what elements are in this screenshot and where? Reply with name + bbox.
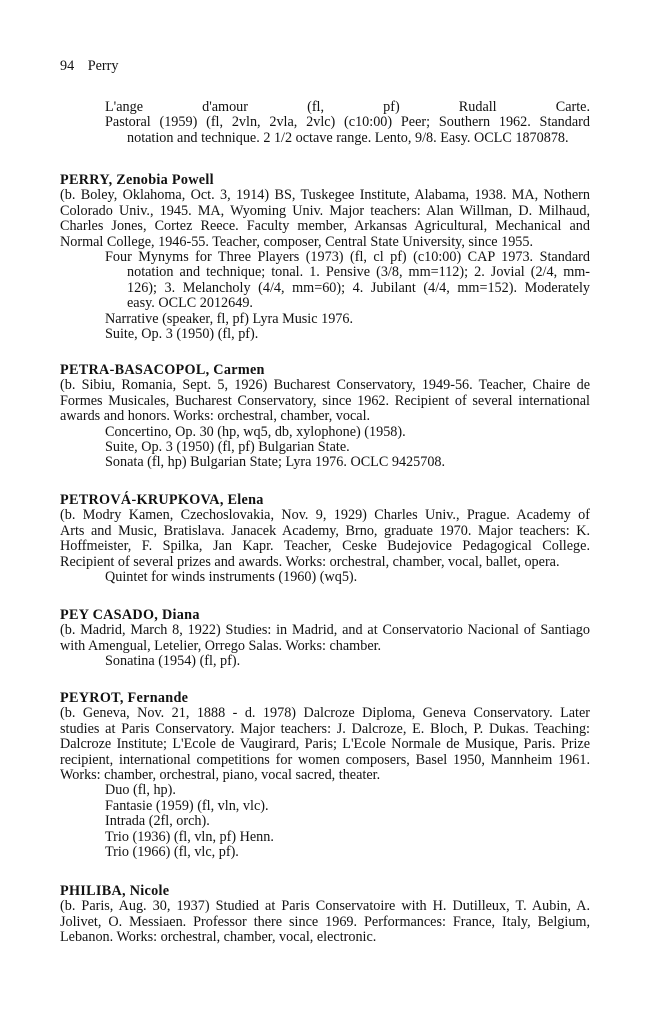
biography-line: (b. Geneva, Nov. 21, 1888 - d. 1978) Dalcroze Diploma, Geneva Conservatory. Later (60, 705, 590, 722)
work-entry-continuation: notation and technique; tonal. 1. Pensive (3/8, mm=112); 2. Jovial (2/4, mm- (127, 264, 590, 281)
biography-line: recipient, international competitions for women composers, Basel 1950, Mannheim 1961. (60, 751, 590, 768)
page-header (60, 59, 118, 74)
biography-line: (b. Sibiu, Romania, Sept. 5, 1926) Bucharest Conservatory, 1949-56. Teacher, Chaire de (60, 377, 590, 394)
biography-line: Arts and Music, Bratislava. Janacek Academy, Brno, graduate 1970. Major teachers: K. (60, 522, 590, 539)
work-entry: L'ange d'amour (fl, pf) Rudall Carte. (105, 99, 590, 115)
biography-line: Jolivet, O. Messiaen. Professor there since 1969. Performances: France, Italy, Belgium, (60, 913, 590, 930)
composer-heading: PETRA-BASACOPOL, Carmen (60, 362, 265, 378)
composer-heading: PEYROT, Fernande (60, 690, 189, 706)
biography-line: with Amengual, Letelier, Orrego Salas. Works: chamber. (60, 637, 382, 654)
work-entry: Pastoral (1959) (fl, 2vln, 2vla, 2vlc) (c10:00) Peer; Southern 1962. Standard (105, 114, 590, 131)
biography-line: Recipient of several prizes and awards. Works: orchestral, chamber, vocal, ballet, opera. (60, 553, 560, 570)
work-entry: Four Mynyms for Three Players (1973) (fl, cl pf) (c10:00) CAP 1973. Standard (105, 249, 590, 266)
biography-line: Lebanon. Works: orchestral, chamber, vocal, electronic. (60, 929, 377, 946)
work-entry: Trio (1966) (fl, vlc, pf). (105, 844, 239, 861)
entry-peyrot (60, 691, 590, 860)
entry-petrova-krupkova (60, 493, 590, 585)
running-title: Perry (87, 58, 119, 74)
work-entry: Trio (1936) (fl, vln, pf) Henn. (105, 828, 274, 845)
biography-line: (b. Boley, Oklahoma, Oct. 3, 1914) BS, Tuskegee Institute, Alabama, 1938. MA, Nothern (60, 187, 590, 204)
work-entry: Suite, Op. 3 (1950) (fl, pf). (105, 326, 259, 343)
entry-philiba (60, 884, 590, 946)
biography-line: (b. Madrid, March 8, 1922) Studies: in Madrid, and at Conservatorio Nacional of Santiago (60, 622, 590, 639)
work-entry: Quintet for winds instruments (1960) (wq5). (105, 569, 358, 586)
work-entry-continuation: easy. OCLC 2012649. (127, 295, 253, 312)
work-entry: Suite, Op. 3 (1950) (fl, pf) Bulgarian State. (105, 439, 350, 456)
work-entry: Sonata (fl, hp) Bulgarian State; Lyra 1976. OCLC 9425708. (105, 454, 446, 471)
work-entry-continuation: notation and technique. 2 1/2 octave range. Lento, 9/8. Easy. OCLC 1870878. (127, 129, 569, 146)
work-entry: Intrada (2fl, orch). (105, 813, 210, 830)
work-entry: Narrative (speaker, fl, pf) Lyra Music 1976. (105, 310, 354, 327)
biography-line: Normal College, 1946-55. Teacher, composer, Central State University, since 1955. (60, 233, 534, 250)
composer-heading: PERRY, Zenobia Powell (60, 172, 214, 188)
work-entry: Concertino, Op. 30 (hp, wq5, db, xylophone) (1958). (105, 423, 406, 440)
biography-line: Colorado Univ., 1945. MA, Wyoming Univ. Major teachers: Alan Willman, D. Milhaud, (60, 202, 590, 219)
composer-heading: PEY CASADO, Diana (60, 607, 200, 623)
entry-petra-basacopol (60, 363, 590, 471)
biography-line: studies at Paris Conservatory. Major teachers: J. Dalcroze, E. Bloch, P. Dukas. Teaching: (60, 720, 590, 737)
composer-heading: PHILIBA, Nicole (60, 883, 170, 899)
work-entry: Duo (fl, hp). (105, 782, 176, 799)
biography-line: Hoffmeister, F. Spilka, Jan Kapr. Teacher, Ceske Budejovice Pedagogical College. (60, 538, 590, 555)
entry-perry-continued (60, 100, 590, 146)
biography-line: Charles Jones, Cortez Reece. Faculty member, Arkansas Agricultural, Mechanical and (60, 218, 590, 235)
composer-heading: PETROVÁ-KRUPKOVA, Elena (60, 492, 264, 508)
work-entry: Fantasie (1959) (fl, vln, vlc). (105, 797, 269, 814)
biography-line: (b. Paris, Aug. 30, 1937) Studied at Paris Conservatoire with H. Dutilleux, T. Aubin, A. (60, 898, 590, 915)
work-entry: Sonatina (1954) (fl, pf). (105, 653, 241, 670)
work-entry-continuation: 126); 3. Melancholy (4/4, mm=60); 4. Jubilant (4/4, mm=152). Moderately (127, 279, 590, 296)
biography-line: Dalcroze Institute; L'Ecole de Vaugirard, Paris; L'Ecole Normale de Musique, Paris. Prize (60, 736, 590, 753)
page-number: 94 (60, 58, 75, 74)
entry-perry-zenobia (60, 173, 590, 342)
biography-line: (b. Modry Kamen, Czechoslovakia, Nov. 9, 1929) Charles Univ., Prague. Academy of (60, 507, 590, 524)
biography-line: awards and honors. Works: orchestral, chamber, vocal. (60, 408, 371, 425)
entry-pey-casado (60, 608, 590, 670)
biography-line: Formes Musicales, Bucharest Conservatory, since 1962. Recipient of several international (60, 392, 590, 409)
biography-line: Works: chamber, orchestral, piano, vocal sacred, theater. (60, 767, 381, 784)
